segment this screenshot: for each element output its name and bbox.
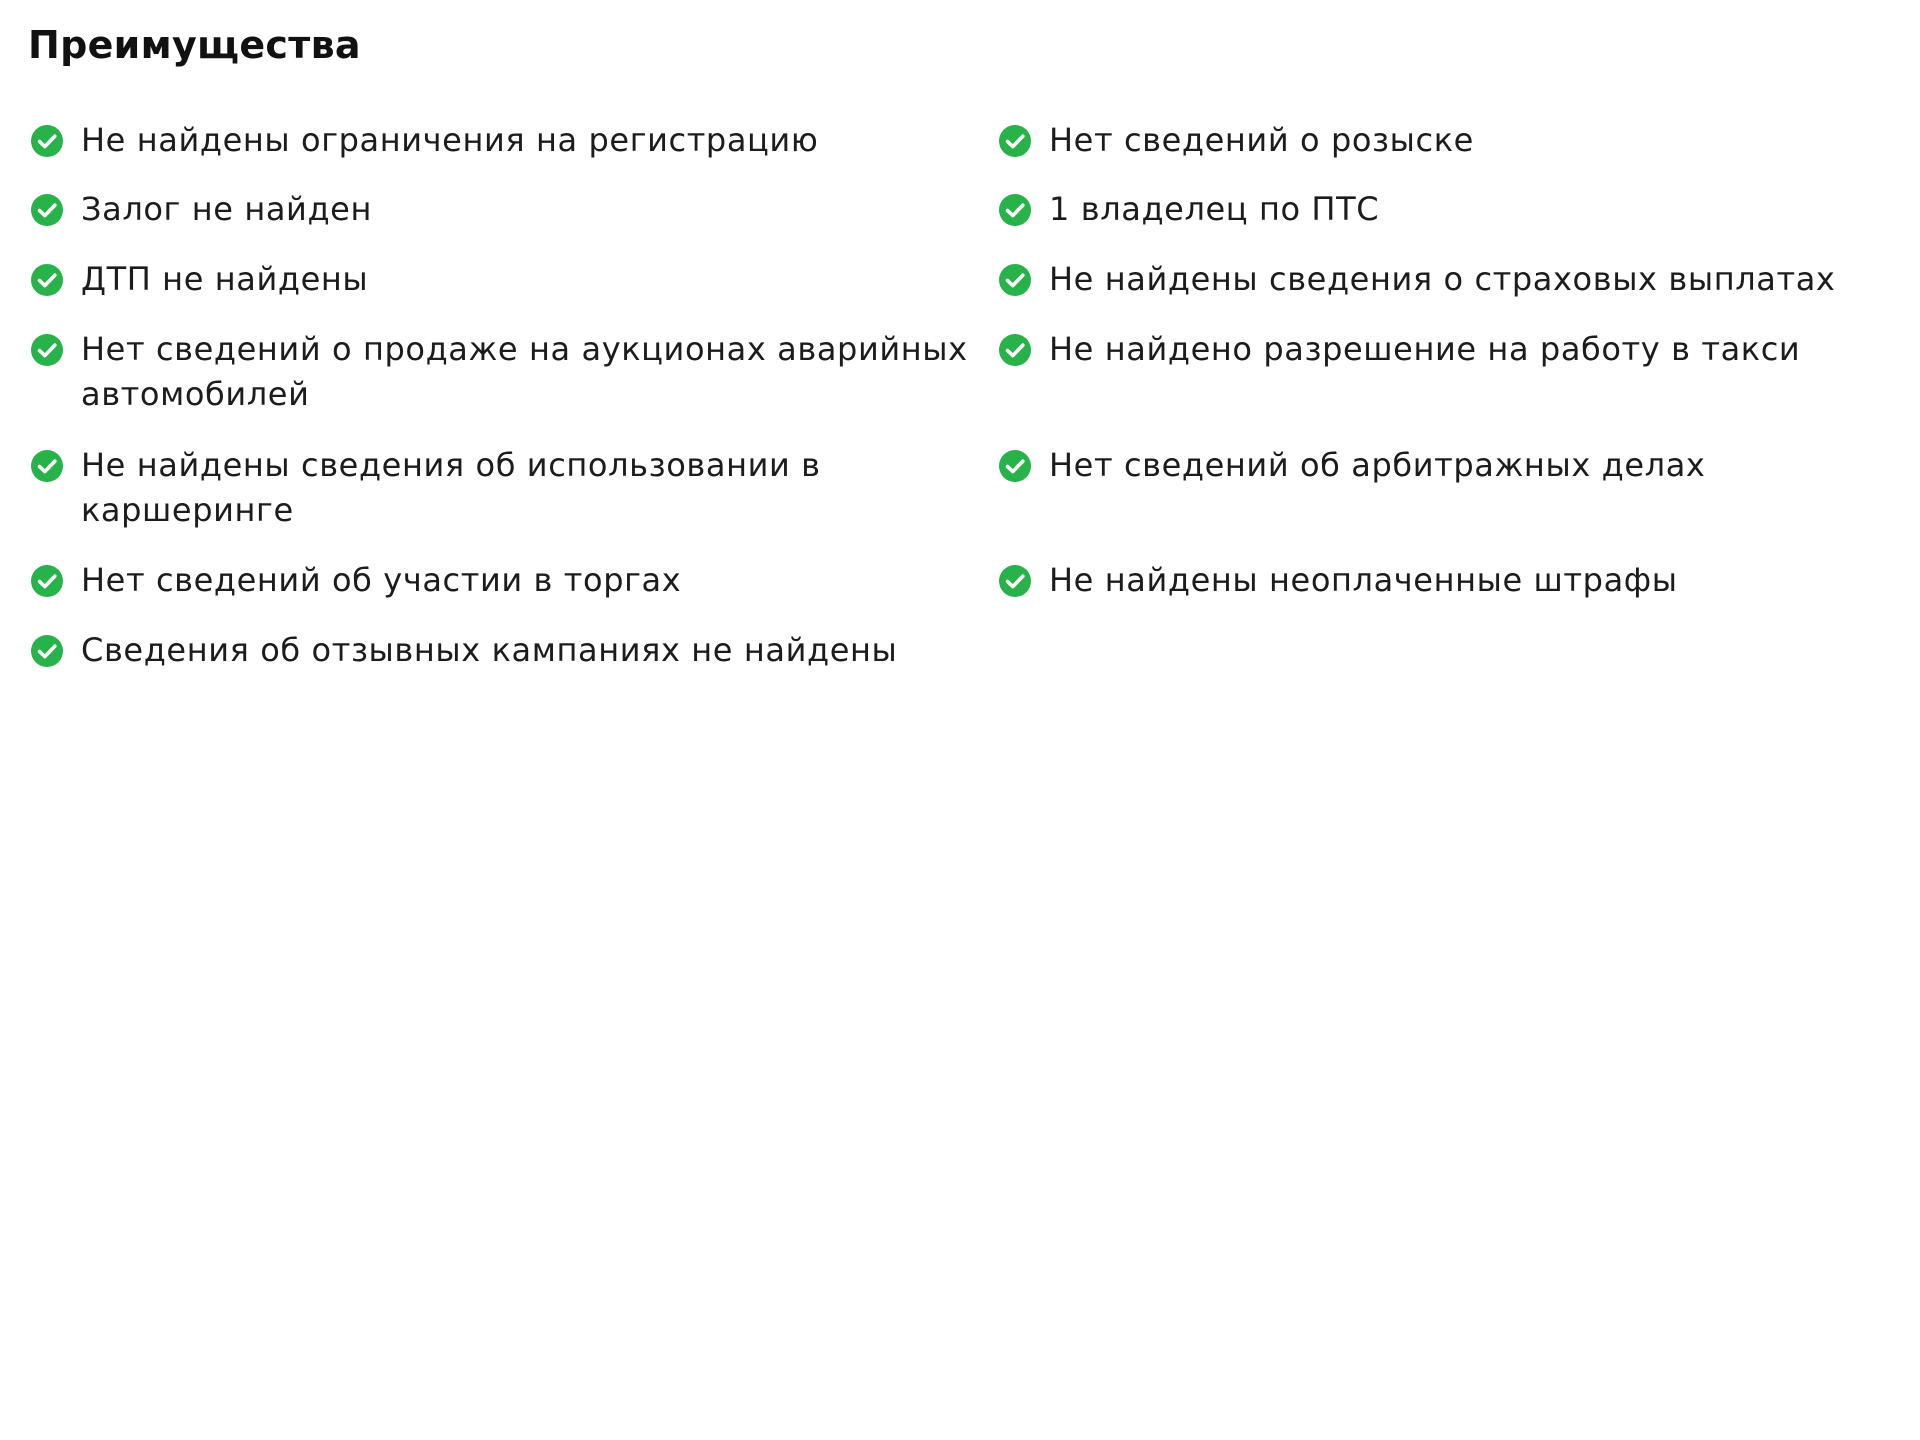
advantage-item bbox=[996, 327, 1876, 372]
check-circle-icon bbox=[30, 124, 64, 158]
check-circle-icon bbox=[30, 333, 64, 367]
advantage-label: Не найдены ограничения на регистрацию bbox=[81, 121, 819, 159]
check-circle-icon bbox=[998, 193, 1032, 227]
check-circle-icon bbox=[998, 564, 1032, 598]
advantage-item bbox=[996, 558, 1876, 603]
advantage-label: Залог не найден bbox=[81, 190, 372, 228]
advantage-item bbox=[28, 443, 978, 533]
check-circle-icon bbox=[30, 263, 64, 297]
advantage-item bbox=[996, 187, 1876, 232]
advantage-item bbox=[28, 628, 978, 673]
advantage-item bbox=[28, 327, 978, 417]
check-circle-icon bbox=[998, 333, 1032, 367]
check-circle-icon bbox=[998, 124, 1032, 158]
advantage-item bbox=[28, 118, 978, 163]
advantage-label: Нет сведений об участии в торгах bbox=[81, 561, 682, 599]
advantage-item bbox=[996, 257, 1876, 302]
advantage-label: Не найдены неоплаченные штрафы bbox=[1049, 561, 1678, 599]
advantage-item bbox=[996, 118, 1876, 163]
advantage-label: ДТП не найдены bbox=[81, 260, 369, 298]
advantage-label: Не найдены сведения об использовании в каршеринге bbox=[81, 446, 821, 529]
advantage-label: Не найдены сведения о страховых выплатах bbox=[1049, 260, 1836, 298]
advantage-label: Нет сведений о продаже на аукционах аварийных автомобилей bbox=[81, 330, 968, 413]
advantage-item bbox=[28, 257, 978, 302]
check-circle-icon bbox=[30, 634, 64, 668]
advantage-label: Нет сведений об арбитражных делах bbox=[1049, 446, 1706, 484]
section-title: Преимущества bbox=[28, 23, 361, 67]
check-circle-icon bbox=[30, 449, 64, 483]
check-circle-icon bbox=[998, 263, 1032, 297]
check-circle-icon bbox=[998, 449, 1032, 483]
advantage-item bbox=[996, 443, 1876, 488]
advantages-section bbox=[28, 20, 1888, 718]
advantage-item bbox=[28, 187, 978, 232]
advantage-label: Сведения об отзывных кампаниях не найдены bbox=[81, 631, 898, 669]
advantage-label: 1 владелец по ПТС bbox=[1049, 190, 1380, 228]
advantage-item bbox=[28, 558, 978, 603]
check-circle-icon bbox=[30, 564, 64, 598]
advantage-label: Нет сведений о розыске bbox=[1049, 121, 1474, 159]
advantage-label: Не найдено разрешение на работу в такси bbox=[1049, 330, 1801, 368]
check-circle-icon bbox=[30, 193, 64, 227]
advantages-list bbox=[28, 118, 1888, 718]
